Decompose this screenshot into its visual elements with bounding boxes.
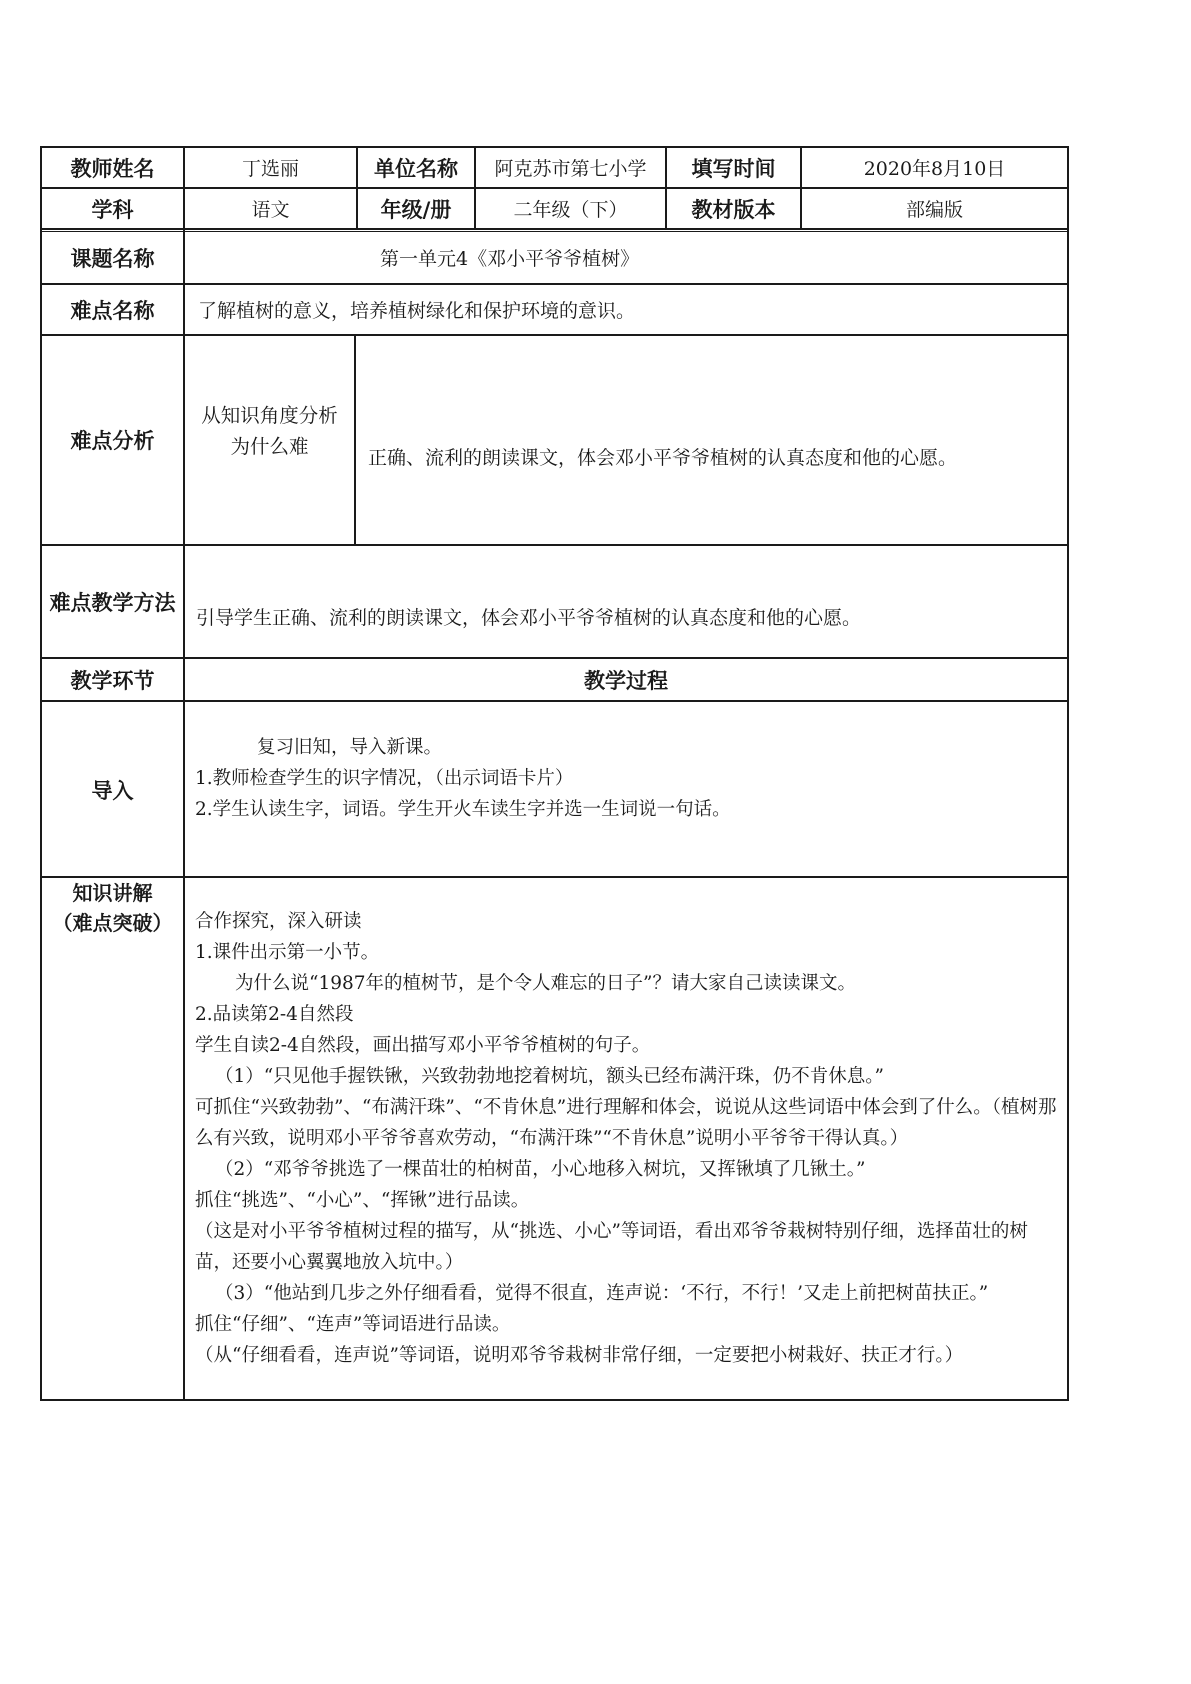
knowledge-label-line2: （难点突破）: [52, 911, 173, 935]
knowledge-line: （1）“只见他手握铁锹，兴致勃勃地挖着树坑，额头已经布满汗珠，仍不肯休息。”: [215, 1066, 884, 1087]
analysis-sublabel-line2: 为什么难: [230, 435, 309, 458]
edition-label: 教材版本: [691, 197, 776, 222]
knowledge-line: 合作探究，深入研读: [195, 911, 362, 932]
topic-label: 课题名称: [70, 246, 155, 271]
fill-date-value: 2020年8月10日: [863, 158, 1006, 180]
knowledge-line: （2）“邓爷爷挑选了一棵苗壮的柏树苗，小心地移入树坑，又挥锹填了几锹土。”: [215, 1159, 866, 1180]
fill-date-label: 填写时间: [691, 156, 776, 181]
process-label: 教学过程: [584, 668, 668, 693]
teacher-name-value: 丁选丽: [241, 158, 299, 180]
teacher-name-label: 教师姓名: [70, 156, 155, 181]
row-divider: [40, 1399, 1069, 1401]
unit-name-value: 阿克苏市第七小学: [494, 158, 647, 180]
knowledge-line: 学生自读2-4自然段，画出描写邓小平爷爷植树的句子。: [195, 1035, 651, 1056]
intro-label: 导入: [91, 779, 134, 803]
analysis-sublabel: [185, 400, 354, 480]
grade-value: 二年级（下）: [513, 199, 628, 221]
knowledge-line: （这是对小平爷爷植树过程的描写，从“挑选、小心”等词语，看出邓爷爷栽树特别仔细，选择苗壮的树苗，还要小心翼翼地放入坑中。）: [195, 1221, 1028, 1273]
column-divider: [354, 335, 356, 545]
knowledge-line: （从“仔细看看，连声说”等词语，说明邓爷爷栽树非常仔细，一定要把小树栽好、扶正才行。）: [195, 1345, 964, 1366]
knowledge-line: 2.品读第2-4自然段: [195, 1004, 354, 1025]
subject-value: 语文: [251, 199, 290, 221]
knowledge-label-line1: 知识讲解: [72, 881, 153, 905]
topic-value: 第一单元4《邓小平爷爷植树》: [380, 248, 640, 270]
row-divider: [40, 544, 1069, 546]
intro-line: 复习旧知，导入新课。: [257, 737, 443, 758]
knowledge-content: [195, 906, 1059, 1371]
edition-value: 部编版: [905, 199, 963, 221]
knowledge-line: 抓住“仔细”、“连声”等词语进行品读。: [195, 1314, 511, 1335]
knowledge-line: 1.课件出示第一小节。: [195, 942, 380, 963]
difficulty-label: 难点名称: [70, 298, 155, 323]
knowledge-line: 抓住“挑选”、“小心”、“挥锹”进行品读。: [195, 1190, 530, 1211]
analysis-sublabel-line1: 从知识角度分析: [201, 404, 338, 427]
analysis-label: 难点分析: [70, 429, 155, 453]
knowledge-line: （3）“他站到几步之外仔细看看，觉得不很直，连声说：‘不行，不行！’又走上前把树苗扶正。”: [215, 1283, 989, 1304]
process-stage-label: 教学环节: [70, 668, 155, 693]
method-value: 引导学生正确、流利的朗读课文，体会邓小平爷爷植树的认真态度和他的心愿。: [196, 606, 862, 629]
row-divider: [40, 334, 1069, 336]
knowledge-label: [42, 878, 183, 938]
unit-name-label: 单位名称: [374, 156, 458, 181]
grade-label: 年级/册: [380, 197, 452, 222]
method-label: 难点教学方法: [49, 591, 176, 615]
row-divider: [40, 700, 1069, 702]
row-divider: [40, 876, 1069, 878]
intro-content: [195, 732, 1055, 825]
row-divider: [40, 228, 1069, 230]
intro-line: 2.学生认读生字，词语。学生开火车读生字并选一生词说一句话。: [195, 799, 731, 820]
intro-line: 1.教师检查学生的识字情况，（出示词语卡片）: [195, 768, 574, 789]
knowledge-line: 为什么说“1987年的植树节，是个令人难忘的日子”？请大家自己读读课文。: [235, 973, 856, 994]
subject-label: 学科: [91, 197, 134, 222]
analysis-value: 正确、流利的朗读课文，体会邓小平爷爷植树的认真态度和他的心愿。: [368, 446, 958, 469]
difficulty-value: 了解植树的意义，培养植树绿化和保护环境的意识。: [198, 300, 636, 322]
knowledge-line: 可抓住“兴致勃勃”、“布满汗珠”、“不肯休息”进行理解和体会，说说从这些词语中体会到了什么。（植树那么有兴致，说明邓小平爷爷喜欢劳动，“布满汗珠”“不肯休息”说明小平爷爷干得认真。）: [195, 1097, 1057, 1149]
